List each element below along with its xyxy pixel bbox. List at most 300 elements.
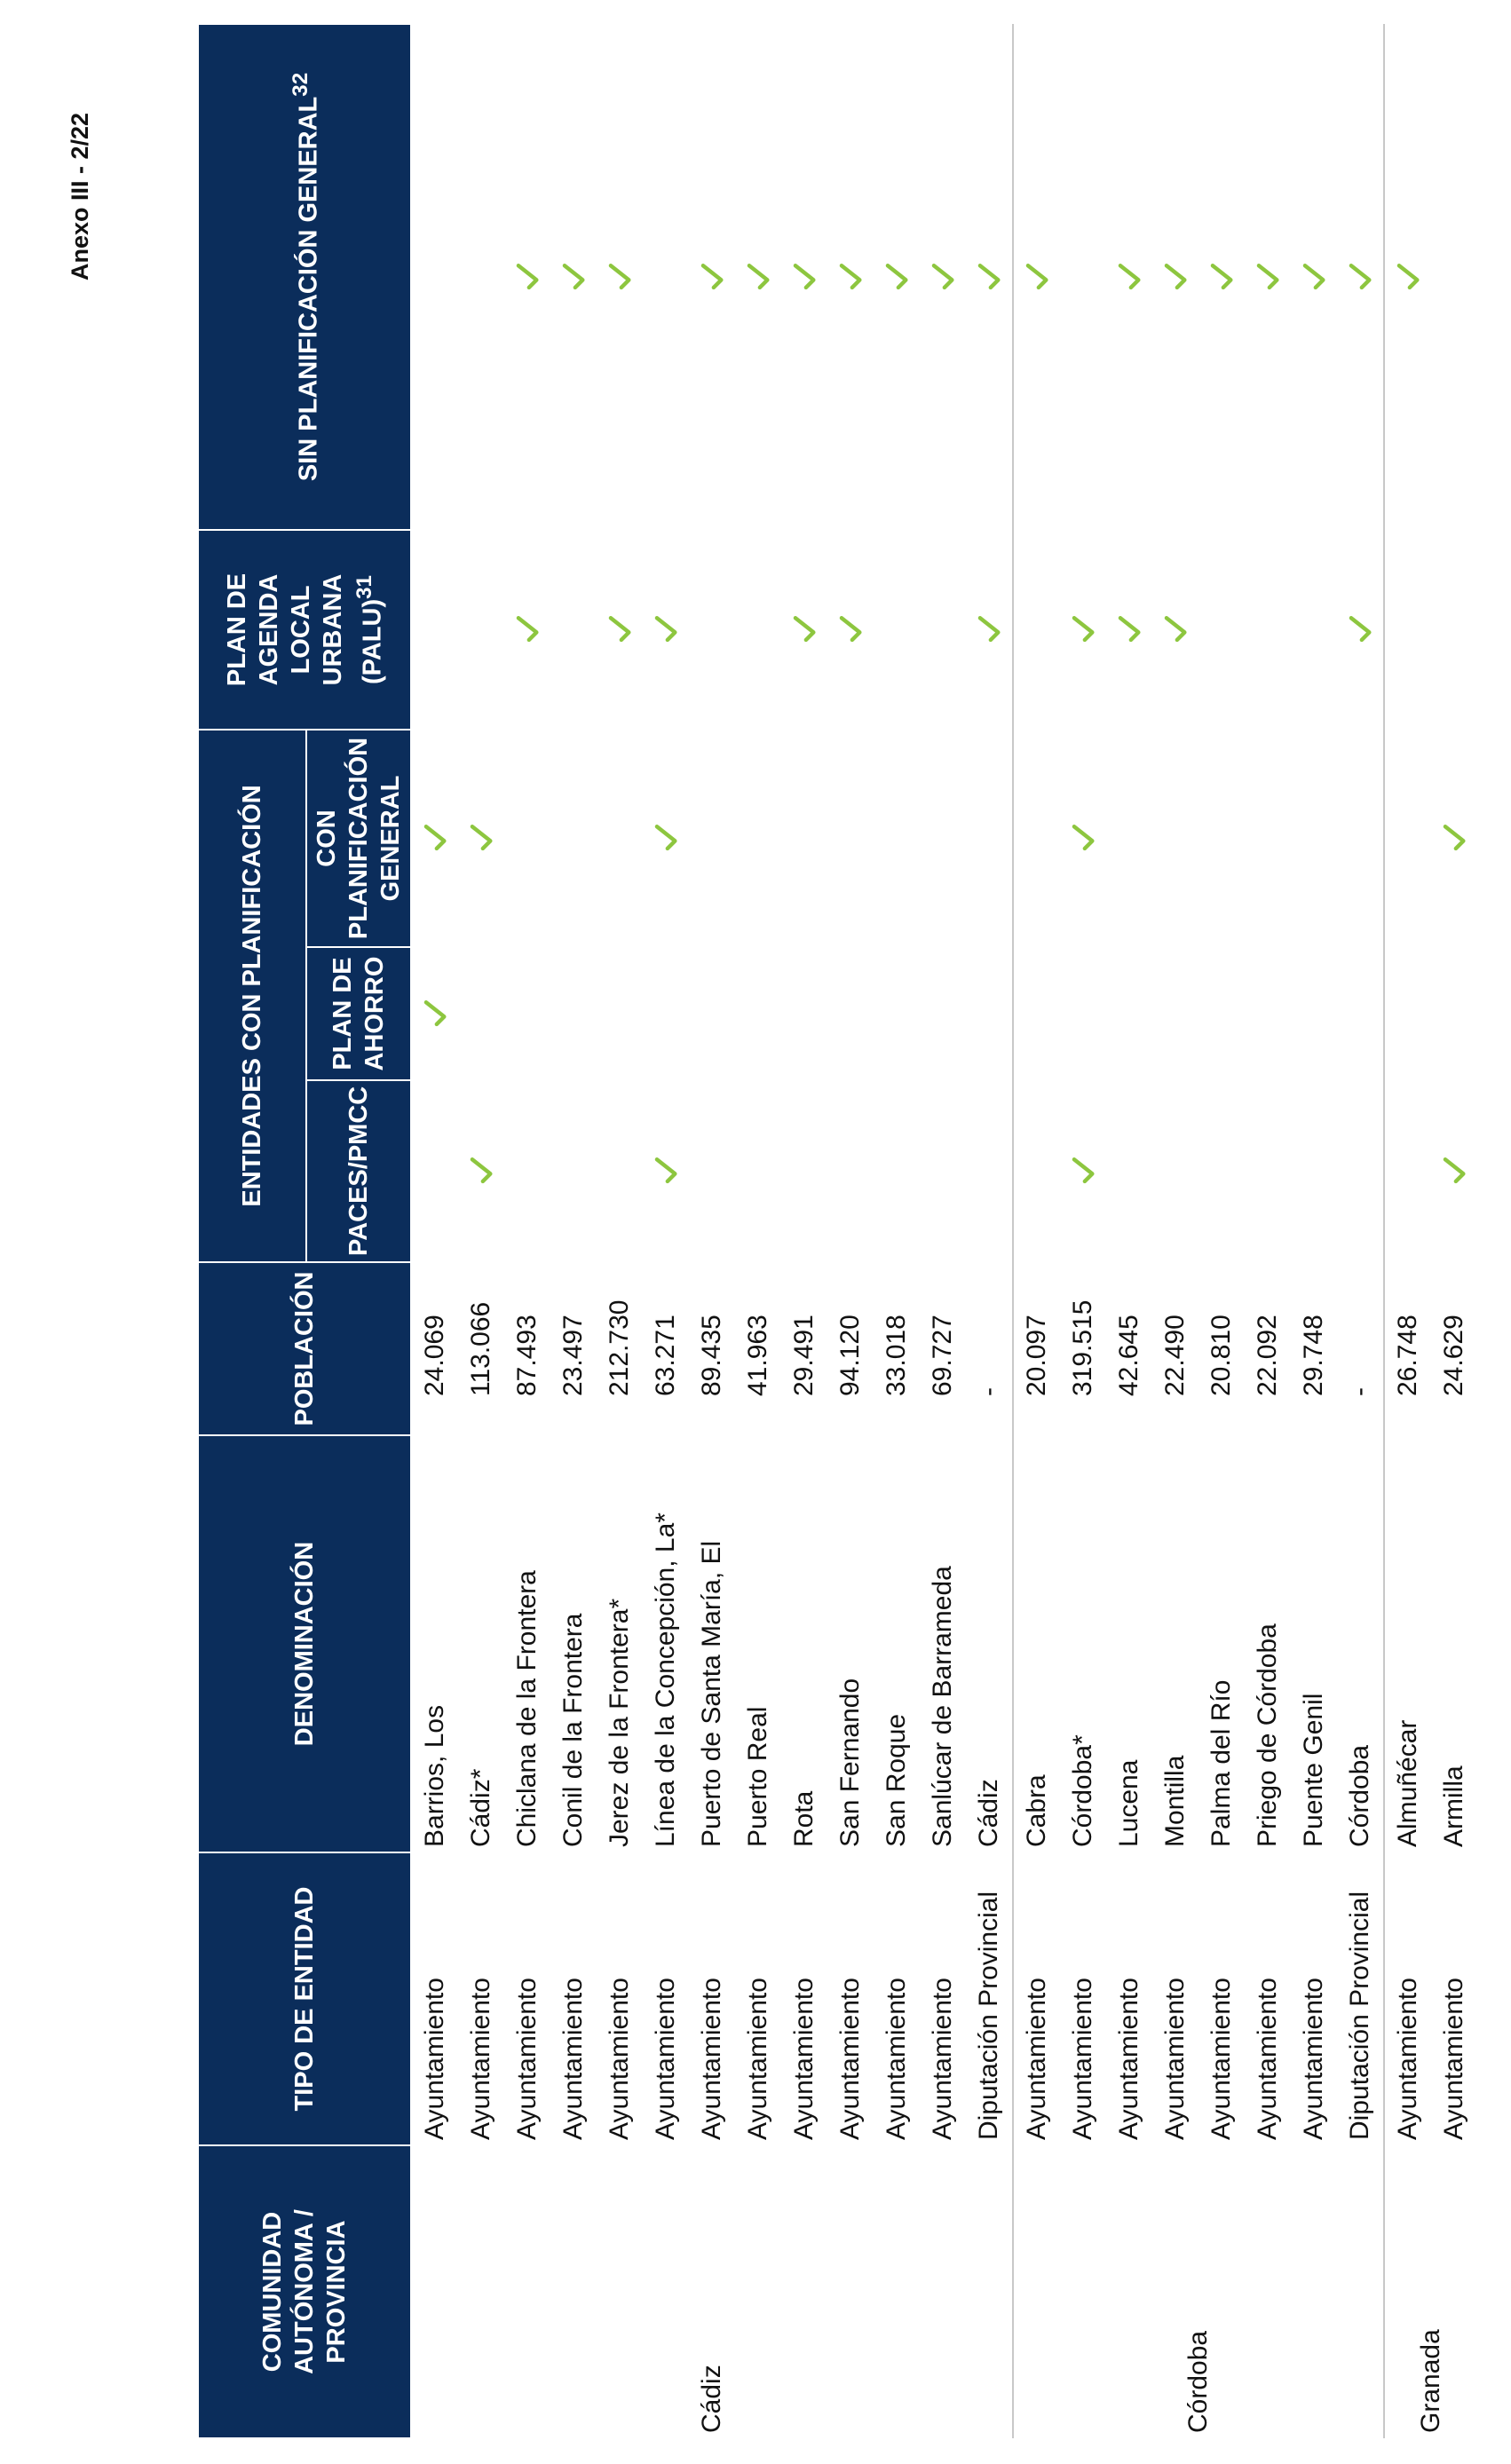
palu-check <box>657 619 675 641</box>
entities-table <box>197 23 1477 2439</box>
check-cell-paces <box>1013 1080 1060 1262</box>
table-row <box>1384 24 1431 2438</box>
check-cell-palu <box>781 530 827 730</box>
checkmark-icon <box>744 262 774 292</box>
checkmark-icon <box>652 824 682 854</box>
check-cell-sin <box>1245 24 1291 530</box>
name-cell: Conil de la Frontera <box>558 1613 588 1847</box>
table-row <box>1291 24 1337 2438</box>
population-cell: 24.069 <box>411 1262 458 1435</box>
palu-check <box>1074 619 1092 641</box>
table-row <box>1245 24 1291 2438</box>
sin-planificacion-check <box>1213 265 1230 288</box>
con-planificacion-check <box>1074 827 1092 849</box>
header-palu <box>198 530 411 730</box>
check-cell-paces <box>735 1080 781 1262</box>
check-cell-palu <box>411 530 458 730</box>
check-cell-palu <box>874 530 920 730</box>
check-cell-ahorro <box>781 947 827 1080</box>
table-row <box>458 24 504 2438</box>
check-cell-paces <box>781 1080 827 1262</box>
check-cell-ahorro <box>689 947 735 1080</box>
check-cell-general <box>1060 730 1106 947</box>
check-cell-ahorro <box>1431 947 1477 1080</box>
check-cell-general <box>874 730 920 947</box>
name-cell: Puente Genil <box>1299 1693 1328 1847</box>
check-cell-palu <box>597 530 643 730</box>
check-cell-ahorro <box>458 947 504 1080</box>
checkmark-icon <box>1161 262 1191 292</box>
check-cell-palu <box>1199 530 1245 730</box>
checkmark-icon <box>836 614 866 644</box>
name-cell: Línea de la Concepción, La* <box>651 1512 680 1847</box>
entity-type-cell: Ayuntamiento <box>1013 1852 1060 2145</box>
check-cell-paces <box>1337 1080 1384 1262</box>
checkmark-icon <box>467 824 497 854</box>
table-row <box>643 24 689 2438</box>
name-cell: Armilla <box>1439 1765 1468 1847</box>
check-cell-paces <box>1060 1080 1106 1262</box>
palu-check <box>611 619 629 641</box>
check-cell-sin <box>1106 24 1152 530</box>
check-cell-sin <box>1199 24 1245 530</box>
palu-check <box>1167 619 1184 641</box>
name-cell: Palma del Río <box>1206 1679 1236 1847</box>
checkmark-icon <box>929 262 959 292</box>
check-cell-general <box>458 730 504 947</box>
table-row <box>735 24 781 2438</box>
checkmark-icon <box>882 262 913 292</box>
paces-check <box>1445 1160 1463 1182</box>
header-con-planificacion: CON PLANIFICACIÓN GENERAL <box>306 730 411 947</box>
sin-planificacion-check <box>518 265 536 288</box>
checkmark-icon <box>1346 614 1376 644</box>
population-cell: 42.645 <box>1114 1315 1143 1396</box>
check-cell-paces <box>1291 1080 1337 1262</box>
sin-planificacion-check <box>1305 265 1323 288</box>
sin-planificacion-check <box>980 265 998 288</box>
entity-type-cell: Ayuntamiento <box>697 1978 726 2140</box>
name-cell: Barrios, Los <box>411 1435 458 1852</box>
entity-type-cell: Ayuntamiento <box>789 1978 819 2140</box>
checkmark-icon <box>1115 262 1145 292</box>
checkmark-icon <box>605 262 636 292</box>
paces-check <box>472 1160 490 1182</box>
table-body <box>411 24 1477 2438</box>
table-row <box>920 24 966 2438</box>
check-cell-ahorro <box>827 947 874 1080</box>
population-cell: 22.092 <box>1253 1315 1282 1396</box>
check-cell-sin <box>458 24 504 530</box>
entity-type-cell: Ayuntamiento <box>835 1978 865 2140</box>
palu-check <box>795 619 813 641</box>
entity-type-cell: Ayuntamiento <box>466 1978 495 2140</box>
name-cell: Jerez de la Frontera* <box>605 1598 634 1847</box>
check-cell-sin <box>504 24 550 530</box>
entity-type-cell: Ayuntamiento <box>1206 1978 1236 2140</box>
check-cell-ahorro <box>1245 947 1291 1080</box>
check-cell-palu <box>1152 530 1199 730</box>
population-cell: 33.018 <box>882 1315 911 1396</box>
checkmark-icon <box>790 262 820 292</box>
sin-planificacion-check <box>934 265 952 288</box>
table-row <box>411 24 458 2438</box>
check-cell-ahorro <box>1291 947 1337 1080</box>
check-cell-sin <box>1384 24 1431 530</box>
check-cell-general <box>504 730 550 947</box>
check-cell-general <box>966 730 1013 947</box>
check-cell-general <box>827 730 874 947</box>
checkmark-icon <box>421 999 451 1029</box>
check-cell-paces <box>1245 1080 1291 1262</box>
annex-label: Anexo III - 2/22 <box>67 112 93 280</box>
check-cell-paces <box>1199 1080 1245 1262</box>
check-cell-palu <box>643 530 689 730</box>
population-cell: 113.066 <box>466 1301 495 1396</box>
check-cell-sin <box>781 24 827 530</box>
palu-check <box>980 619 998 641</box>
sin-planificacion-check <box>1120 265 1138 288</box>
entity-type-cell: Ayuntamiento <box>1439 1978 1468 2140</box>
table-row <box>1431 24 1477 2438</box>
check-cell-palu <box>920 530 966 730</box>
checkmark-icon <box>1440 1157 1470 1187</box>
con-planificacion-check <box>426 827 444 849</box>
sin-planificacion-check <box>703 265 721 288</box>
table-row <box>1013 24 1060 2438</box>
check-cell-ahorro <box>1384 947 1431 1080</box>
check-cell-palu <box>827 530 874 730</box>
checkmark-icon <box>652 1157 682 1187</box>
checkmark-icon <box>1300 262 1330 292</box>
population-cell: 69.727 <box>928 1315 957 1396</box>
check-cell-general <box>411 730 458 947</box>
sin-planificacion-check <box>565 265 582 288</box>
check-cell-general <box>1152 730 1199 947</box>
header-poblacion: POBLACIÓN <box>198 1262 411 1435</box>
check-cell-ahorro <box>735 947 781 1080</box>
table-row <box>504 24 550 2438</box>
check-cell-paces <box>1152 1080 1199 1262</box>
check-cell-palu <box>504 530 550 730</box>
name-cell: Cádiz <box>974 1779 1003 1847</box>
entity-type-cell: Ayuntamiento <box>882 1978 911 2140</box>
check-cell-ahorro <box>1013 947 1060 1080</box>
check-cell-sin <box>1060 24 1106 530</box>
check-cell-paces <box>920 1080 966 1262</box>
palu-check <box>518 619 536 641</box>
check-cell-paces <box>458 1080 504 1262</box>
checkmark-icon <box>1023 262 1053 292</box>
entity-type-cell: Ayuntamiento <box>1384 1852 1431 2145</box>
check-cell-paces <box>643 1080 689 1262</box>
check-cell-general <box>1013 730 1060 947</box>
header-tipo: TIPO DE ENTIDAD <box>198 1852 411 2145</box>
population-cell: 22.490 <box>1160 1315 1190 1396</box>
check-cell-ahorro <box>1060 947 1106 1080</box>
name-cell: Córdoba <box>1345 1744 1374 1847</box>
check-cell-ahorro <box>597 947 643 1080</box>
entity-type-cell: Ayuntamiento <box>743 1978 772 2140</box>
name-cell: San Fernando <box>835 1678 865 1847</box>
paces-check <box>1074 1160 1092 1182</box>
checkmark-icon <box>1207 262 1238 292</box>
population-cell: 41.963 <box>743 1315 772 1396</box>
name-cell: Cabra <box>1013 1435 1060 1852</box>
header-sin-planificacion <box>198 24 411 530</box>
table-row <box>966 24 1013 2438</box>
header-palu-footnote: 31 <box>352 575 376 599</box>
check-cell-palu <box>966 530 1013 730</box>
check-cell-ahorro <box>1337 947 1384 1080</box>
check-cell-paces <box>1106 1080 1152 1262</box>
population-cell: 29.748 <box>1299 1315 1328 1396</box>
name-cell: Lucena <box>1114 1759 1143 1847</box>
population-cell: 63.271 <box>651 1315 680 1396</box>
sin-planificacion-check <box>842 265 859 288</box>
check-cell-paces <box>1431 1080 1477 1262</box>
check-cell-palu <box>550 530 597 730</box>
entity-type-cell: Ayuntamiento <box>1160 1978 1190 2140</box>
population-cell: 24.629 <box>1439 1315 1468 1396</box>
check-cell-sin <box>1013 24 1060 530</box>
check-cell-palu <box>735 530 781 730</box>
paces-check <box>657 1160 675 1182</box>
check-cell-general <box>1245 730 1291 947</box>
sin-planificacion-check <box>1351 265 1369 288</box>
check-cell-general <box>1431 730 1477 947</box>
check-cell-palu <box>689 530 735 730</box>
check-cell-paces <box>411 1080 458 1262</box>
name-cell: Córdoba* <box>1068 1734 1097 1847</box>
check-cell-sin <box>550 24 597 530</box>
check-cell-palu <box>1337 530 1384 730</box>
check-cell-sin <box>735 24 781 530</box>
check-cell-general <box>920 730 966 947</box>
check-cell-sin <box>1431 24 1477 530</box>
table-row <box>1199 24 1245 2438</box>
checkmark-icon <box>790 614 820 644</box>
name-cell: Puerto de Santa María, El <box>697 1540 726 1847</box>
check-cell-palu <box>1384 530 1431 730</box>
check-cell-palu <box>458 530 504 730</box>
check-cell-general <box>1384 730 1431 947</box>
palu-check <box>842 619 859 641</box>
checkmark-icon <box>513 614 543 644</box>
check-cell-paces <box>966 1080 1013 1262</box>
checkmark-icon <box>559 262 589 292</box>
check-cell-paces <box>874 1080 920 1262</box>
checkmark-icon <box>1069 1157 1099 1187</box>
header-sin-footnote: 32 <box>288 72 312 97</box>
province-cell: Córdoba <box>1013 2145 1384 2438</box>
check-cell-ahorro <box>550 947 597 1080</box>
check-cell-palu <box>1060 530 1106 730</box>
check-cell-palu <box>1291 530 1337 730</box>
entity-type-cell: Ayuntamiento <box>1299 1978 1328 2140</box>
check-cell-paces <box>689 1080 735 1262</box>
check-cell-ahorro <box>1106 947 1152 1080</box>
name-cell: Sanlúcar de Barrameda <box>928 1566 957 1847</box>
table-row <box>1337 24 1384 2438</box>
entity-type-cell: Ayuntamiento <box>1068 1978 1097 2140</box>
table-row <box>827 24 874 2438</box>
check-cell-sin <box>827 24 874 530</box>
check-cell-general <box>689 730 735 947</box>
sin-planificacion-check <box>749 265 767 288</box>
check-cell-ahorro <box>1199 947 1245 1080</box>
population-cell: - <box>974 1387 1003 1396</box>
population-cell: 23.497 <box>558 1315 588 1396</box>
checkmark-icon <box>975 614 1005 644</box>
name-cell: Chiclana de la Frontera <box>512 1570 542 1847</box>
population-cell: - <box>1345 1387 1374 1396</box>
check-cell-sin <box>874 24 920 530</box>
con-planificacion-check <box>657 827 675 849</box>
name-cell: Almuñécar <box>1384 1435 1431 1852</box>
check-cell-ahorro <box>966 947 1013 1080</box>
sin-planificacion-check <box>1028 265 1046 288</box>
palu-check <box>1120 619 1138 641</box>
checkmark-icon <box>1440 824 1470 854</box>
header-comunidad: COMUNIDAD AUTÓNOMA / PROVINCIA <box>198 2145 411 2438</box>
check-cell-ahorro <box>920 947 966 1080</box>
checkmark-icon <box>513 262 543 292</box>
header-plan-ahorro: PLAN DE AHORRO <box>306 947 411 1080</box>
checkmark-icon <box>975 262 1005 292</box>
table-row <box>874 24 920 2438</box>
population-cell: 89.435 <box>697 1315 726 1396</box>
check-cell-general <box>1291 730 1337 947</box>
checkmark-icon <box>1394 262 1424 292</box>
entity-type-cell: Ayuntamiento <box>1253 1978 1282 2140</box>
checkmark-icon <box>836 262 866 292</box>
check-cell-paces <box>1384 1080 1431 1262</box>
check-cell-general <box>735 730 781 947</box>
check-cell-sin <box>1337 24 1384 530</box>
checkmark-icon <box>1346 262 1376 292</box>
entity-type-cell: Ayuntamiento <box>512 1978 542 2140</box>
entity-type-cell: Ayuntamiento <box>1114 1978 1143 2140</box>
check-cell-palu <box>1245 530 1291 730</box>
check-cell-general <box>1337 730 1384 947</box>
sin-planificacion-check <box>611 265 629 288</box>
check-cell-general <box>781 730 827 947</box>
check-cell-general <box>1106 730 1152 947</box>
name-cell: Cádiz* <box>466 1768 495 1847</box>
check-cell-paces <box>827 1080 874 1262</box>
checkmark-icon <box>652 614 682 644</box>
table-row <box>1060 24 1106 2438</box>
sin-planificacion-check <box>795 265 813 288</box>
check-cell-sin <box>1291 24 1337 530</box>
table-row <box>550 24 597 2438</box>
name-cell: Rota <box>789 1790 819 1847</box>
check-cell-palu <box>1106 530 1152 730</box>
sin-planificacion-check <box>1259 265 1277 288</box>
header-denominacion: DENOMINACIÓN <box>198 1435 411 1852</box>
check-cell-paces <box>550 1080 597 1262</box>
check-cell-general <box>643 730 689 947</box>
name-cell: Puerto Real <box>743 1706 772 1847</box>
name-cell: Montilla <box>1160 1755 1190 1847</box>
population-cell: 87.493 <box>512 1315 542 1396</box>
name-cell: Priego de Córdoba <box>1253 1623 1282 1847</box>
checkmark-icon <box>1115 614 1145 644</box>
check-cell-ahorro <box>643 947 689 1080</box>
table-row <box>1106 24 1152 2438</box>
check-cell-sin <box>1152 24 1199 530</box>
check-cell-sin <box>597 24 643 530</box>
population-cell: 319.515 <box>1068 1299 1097 1396</box>
check-cell-sin <box>920 24 966 530</box>
population-cell: 29.491 <box>789 1315 819 1396</box>
sin-planificacion-check <box>888 265 906 288</box>
entity-type-cell: Diputación Provincial <box>1345 1891 1374 2140</box>
header-paces: PACES/PMCC <box>306 1080 411 1262</box>
sin-planificacion-check <box>1399 265 1417 288</box>
checkmark-icon <box>1069 824 1099 854</box>
check-cell-palu <box>1013 530 1060 730</box>
table-row <box>689 24 735 2438</box>
population-cell: 20.097 <box>1013 1262 1060 1435</box>
check-cell-sin <box>643 24 689 530</box>
check-cell-general <box>1199 730 1245 947</box>
check-cell-ahorro <box>1152 947 1199 1080</box>
entity-type-cell: Diputación Provincial <box>974 1891 1003 2140</box>
province-cell: Granada <box>1384 2145 1477 2438</box>
check-cell-ahorro <box>504 947 550 1080</box>
header-sin-text: SIN PLANIFICACIÓN GENERAL <box>294 96 323 482</box>
population-cell: 26.748 <box>1384 1262 1431 1435</box>
table-row <box>781 24 827 2438</box>
population-cell: 212.730 <box>605 1299 634 1396</box>
check-cell-sin <box>966 24 1013 530</box>
check-cell-ahorro <box>874 947 920 1080</box>
checkmark-icon <box>467 1157 497 1187</box>
check-cell-general <box>597 730 643 947</box>
plan-ahorro-check <box>426 1002 444 1024</box>
check-cell-paces <box>597 1080 643 1262</box>
table-row <box>1152 24 1199 2438</box>
checkmark-icon <box>421 824 451 854</box>
entity-type-cell: Ayuntamiento <box>651 1978 680 2140</box>
province-cell: Cádiz <box>411 2145 1013 2438</box>
check-cell-palu <box>1431 530 1477 730</box>
population-cell: 20.810 <box>1206 1315 1236 1396</box>
name-cell: San Roque <box>882 1713 911 1847</box>
entity-type-cell: Ayuntamiento <box>928 1978 957 2140</box>
table-row <box>597 24 643 2438</box>
checkmark-icon <box>1069 614 1099 644</box>
check-cell-paces <box>504 1080 550 1262</box>
checkmark-icon <box>1161 614 1191 644</box>
checkmark-icon <box>1254 262 1284 292</box>
checkmark-icon <box>698 262 728 292</box>
checkmark-icon <box>605 614 636 644</box>
palu-check <box>1351 619 1369 641</box>
check-cell-general <box>550 730 597 947</box>
check-cell-ahorro <box>411 947 458 1080</box>
sin-planificacion-check <box>1167 265 1184 288</box>
entity-type-cell: Ayuntamiento <box>558 1978 588 2140</box>
con-planificacion-check <box>1445 827 1463 849</box>
population-cell: 94.120 <box>835 1315 865 1396</box>
header-entidades-con-planificacion: ENTIDADES CON PLANIFICACIÓN <box>198 730 306 1262</box>
entity-type-cell: Ayuntamiento <box>605 1978 634 2140</box>
entity-type-cell: Ayuntamiento <box>411 1852 458 2145</box>
check-cell-sin <box>411 24 458 530</box>
